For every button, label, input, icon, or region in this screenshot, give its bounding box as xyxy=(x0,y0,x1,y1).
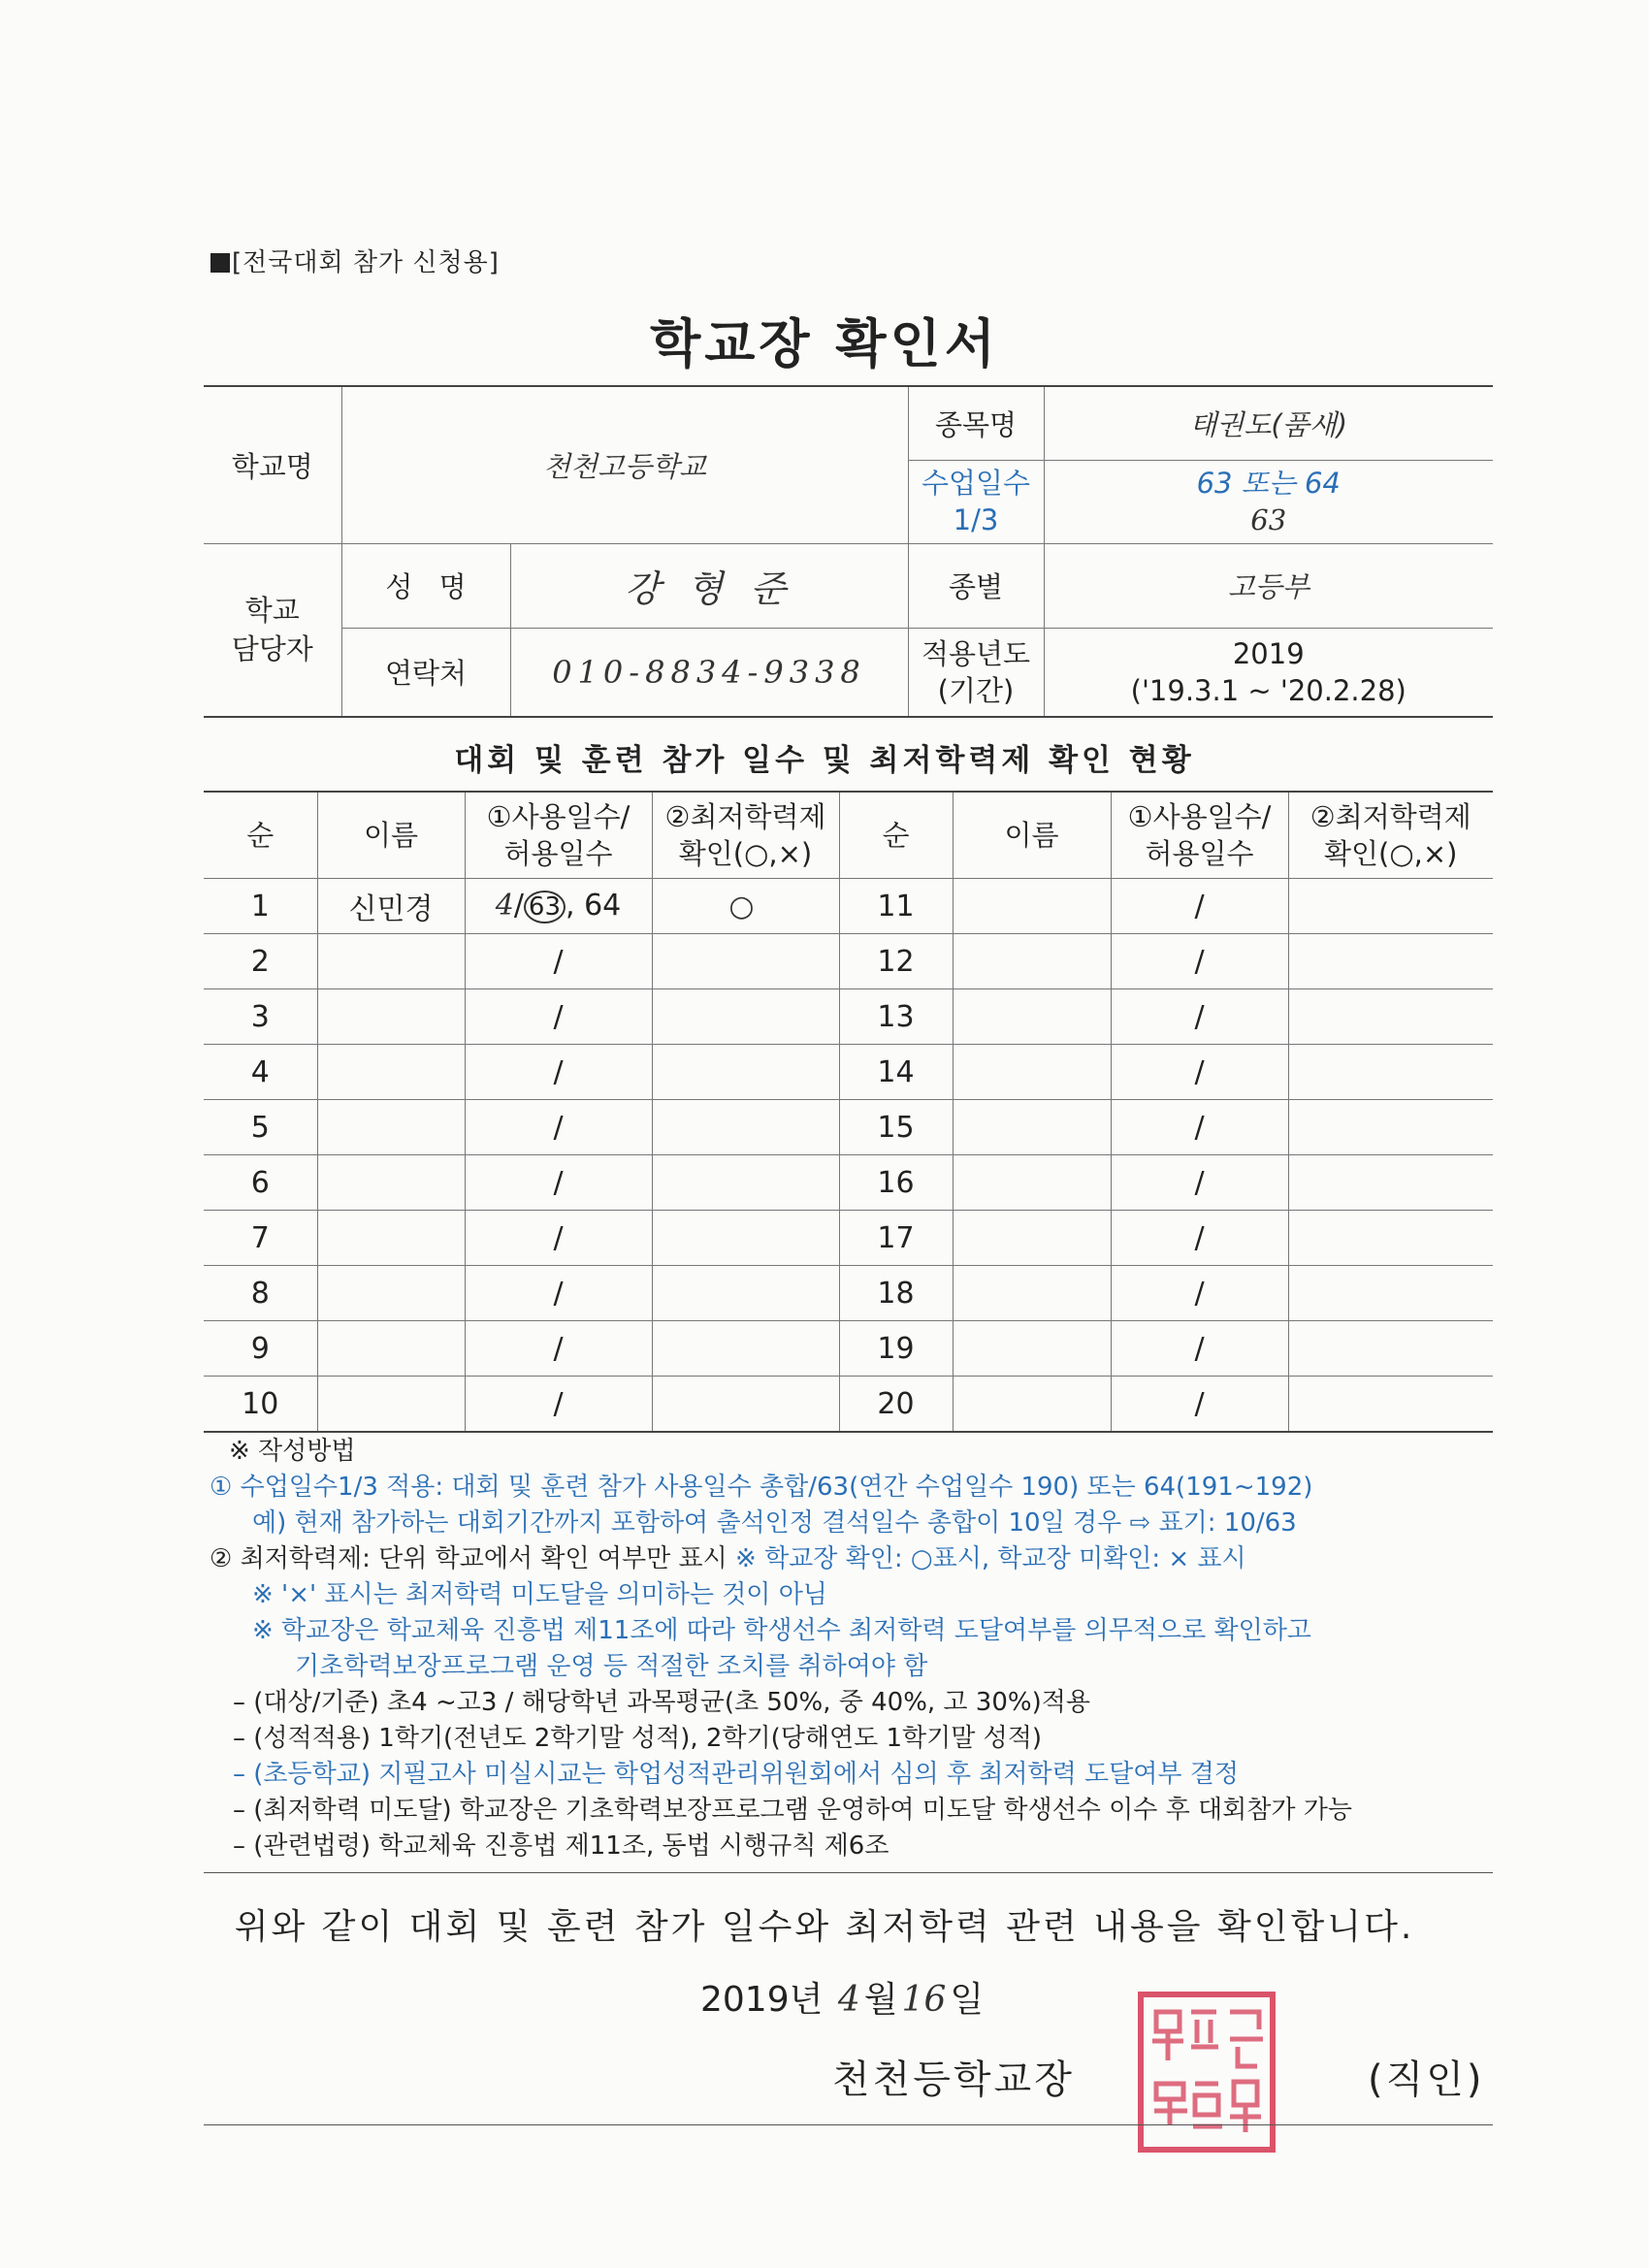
row-check xyxy=(652,989,839,1045)
table-row xyxy=(204,1211,1493,1266)
row-no: 11 xyxy=(839,879,953,934)
manager-label-1: 학교 xyxy=(244,594,300,628)
row-days: / xyxy=(1111,1155,1288,1211)
row-check xyxy=(652,1321,839,1377)
table-row xyxy=(204,1377,1493,1433)
col-check-1: ②최저학력제 xyxy=(664,800,826,833)
section-title: 대회 및 훈련 참가 일수 및 최저학력제 확인 현황 xyxy=(454,743,1195,778)
detail-2: – (성적적용) 1학기(전년도 2학기말 성적), 2학기(당해연도 1학기말 성적) xyxy=(233,1724,1043,1753)
row-no: 2 xyxy=(204,934,317,989)
row-check xyxy=(1288,1321,1493,1377)
note-1: ① 수업일수1/3 적용: 대회 및 훈련 참가 사용일수 총합/63(연간 수업일수 190) 또는 64(191~192) xyxy=(210,1473,1313,1502)
row-no: 18 xyxy=(839,1266,953,1321)
table-row xyxy=(204,989,1493,1045)
row-name xyxy=(953,1211,1111,1266)
detail-3: – (초등학교) 지필고사 미실시교는 학업성적관리위원회에서 심의 후 최저학력 도달여부 결정 xyxy=(233,1760,1239,1789)
division-label: 종별 xyxy=(908,543,1044,628)
year-value xyxy=(1044,628,1493,717)
seal-label: (직인) xyxy=(1368,2057,1485,2102)
row-check xyxy=(1288,1100,1493,1155)
row-name xyxy=(317,989,465,1045)
row-days: / xyxy=(1111,934,1288,989)
row-days: / xyxy=(465,934,652,989)
division-value: 고등부 xyxy=(1044,543,1493,628)
date-year: 2019년 xyxy=(700,1980,824,2020)
table-row xyxy=(204,934,1493,989)
days-allowed-circled: 63 xyxy=(524,891,566,923)
principal-title: 천천등학교장 xyxy=(832,2057,1075,2102)
row-check xyxy=(652,1155,839,1211)
event-label: 종목명 xyxy=(908,386,1044,460)
row-check xyxy=(1288,1211,1493,1266)
row-name xyxy=(953,879,1111,934)
divider xyxy=(204,1872,1493,1873)
date-day: 16 xyxy=(901,1980,947,2020)
row-no: 6 xyxy=(204,1155,317,1211)
date-month-unit: 월 xyxy=(863,1980,898,2020)
row-check xyxy=(652,1100,839,1155)
col-days-b xyxy=(1111,792,1288,879)
row-no: 3 xyxy=(204,989,317,1045)
col-check-2: 확인(○,×) xyxy=(678,837,813,870)
row-check xyxy=(652,1211,839,1266)
col-days-b-1: ①사용일수/ xyxy=(1127,800,1272,833)
row-name xyxy=(317,1377,465,1433)
header-table xyxy=(204,385,1493,718)
row-days: / xyxy=(1111,1377,1288,1433)
table-row xyxy=(204,879,1493,934)
col-check xyxy=(652,792,839,879)
class-days-label-2: 1/3 xyxy=(953,503,999,536)
row-days: 4/ 63 , 64 xyxy=(465,879,652,934)
row-check xyxy=(1288,1155,1493,1211)
row-name xyxy=(953,1377,1111,1433)
class-days-value xyxy=(1044,460,1493,543)
col-name: 이름 xyxy=(317,792,465,879)
row-no: 17 xyxy=(839,1211,953,1266)
participation-table xyxy=(204,791,1493,1433)
col-no: 순 xyxy=(204,792,317,879)
row-no: 16 xyxy=(839,1155,953,1211)
row-name xyxy=(953,1266,1111,1321)
row-name xyxy=(317,1155,465,1211)
row-name xyxy=(317,1045,465,1100)
class-days-typed: 63 또는 64 xyxy=(1196,467,1341,500)
row-days: / xyxy=(1111,1100,1288,1155)
row-name xyxy=(317,1321,465,1377)
row-no: 19 xyxy=(839,1321,953,1377)
detail-5: – (관련법령) 학교체육 진흥법 제11조, 동법 시행규칙 제6조 xyxy=(233,1831,889,1861)
col-days-b-2: 허용일수 xyxy=(1145,837,1254,870)
row-days: / xyxy=(1111,1211,1288,1266)
row-no: 1 xyxy=(204,879,317,934)
row-check xyxy=(1288,879,1493,934)
confirmation-text: 위와 같이 대회 및 훈련 참가 일수와 최저학력 관련 내용을 확인합니다. xyxy=(234,1907,1415,1947)
row-name xyxy=(953,989,1111,1045)
row-no: 20 xyxy=(839,1377,953,1433)
form-tag xyxy=(210,243,500,278)
row-no: 4 xyxy=(204,1045,317,1100)
year-label-1: 적용년도 xyxy=(921,636,1031,670)
instructions xyxy=(210,1434,1500,1864)
manager-label-2: 담당자 xyxy=(231,632,313,666)
school-value: 천천고등학교 xyxy=(341,386,908,543)
page-title: 학교장 확인서 xyxy=(650,313,999,374)
contact-value: 010-8834-9338 xyxy=(510,628,908,717)
row-days: / xyxy=(465,1100,652,1155)
name-value: 강 형 준 xyxy=(510,543,908,628)
square-bullet-icon xyxy=(210,253,230,273)
table-row xyxy=(204,1045,1493,1100)
row-no: 7 xyxy=(204,1211,317,1266)
official-seal-icon xyxy=(1137,1991,1277,2154)
row-no: 14 xyxy=(839,1045,953,1100)
note-2-sub2b: 기초학력보장프로그램 운영 등 적절한 조치를 취하여야 함 xyxy=(295,1652,928,1681)
notes-heading: ※ 작성방법 xyxy=(229,1437,356,1466)
row-check xyxy=(1288,989,1493,1045)
signature-date xyxy=(700,1972,984,2022)
col-name-2: 이름 xyxy=(953,792,1111,879)
class-days-label-1: 수업일수 xyxy=(921,467,1031,500)
row-days: / xyxy=(1111,989,1288,1045)
row-no: 5 xyxy=(204,1100,317,1155)
row-name: 신민경 xyxy=(317,879,465,934)
note-2 xyxy=(210,1541,1500,1577)
row-days: / xyxy=(465,1155,652,1211)
year-label-2: (기간) xyxy=(937,673,1015,707)
form-tag-text: [전국대회 참가 신청용] xyxy=(232,248,500,277)
year-period: ('19.3.1 ~ '20.2.28) xyxy=(1130,673,1406,707)
days-used-handwritten: 4 xyxy=(495,889,514,923)
row-no: 8 xyxy=(204,1266,317,1321)
row-name xyxy=(317,1100,465,1155)
contact-label: 연락처 xyxy=(341,628,510,717)
note-2-a: ② 최저학력제: 단위 학교에서 확인 여부만 표시 xyxy=(210,1544,728,1573)
row-no: 13 xyxy=(839,989,953,1045)
table-row xyxy=(204,1321,1493,1377)
row-days: / xyxy=(465,1377,652,1433)
note-2-sub1: ※ '×' 표시는 최저학력 미도달을 의미하는 것이 아님 xyxy=(252,1580,827,1609)
table-row xyxy=(204,1266,1493,1321)
note-2-sub2: ※ 학교장은 학교체육 진흥법 제11조에 따라 학생선수 최저학력 도달여부를 의무적으로 확인하고 xyxy=(252,1616,1311,1645)
date-day-unit: 일 xyxy=(950,1980,985,2020)
col-no-2: 순 xyxy=(839,792,953,879)
row-days: / xyxy=(465,1045,652,1100)
col-days xyxy=(465,792,652,879)
row-name xyxy=(953,1100,1111,1155)
row-days: / xyxy=(1111,1266,1288,1321)
row-check xyxy=(652,934,839,989)
note-1-example: 예) 현재 참가하는 대회기간까지 포함하여 출석인정 결석일수 총합이 10일 경우 ⇨ 표기: 10/63 xyxy=(252,1508,1297,1538)
row-check xyxy=(1288,934,1493,989)
detail-1: – (대상/기준) 초4 ~고3 / 해당학년 과목평균(초 50%, 중 40%, 고 30%)적용 xyxy=(233,1688,1090,1717)
row-name xyxy=(953,1045,1111,1100)
days-alt: , 64 xyxy=(566,889,622,923)
col-check-b-2: 확인(○,×) xyxy=(1324,837,1458,870)
row-check xyxy=(652,1266,839,1321)
row-check xyxy=(652,1377,839,1433)
row-check xyxy=(652,1045,839,1100)
table-header-row xyxy=(204,792,1493,879)
date-month: 4 xyxy=(837,1980,860,2020)
row-days: / xyxy=(1111,1045,1288,1100)
col-days-2: 허용일수 xyxy=(503,837,613,870)
row-name xyxy=(317,934,465,989)
row-name xyxy=(317,1211,465,1266)
row-days: / xyxy=(465,1211,652,1266)
event-value: 태권도(품새) xyxy=(1044,386,1493,460)
row-name xyxy=(953,934,1111,989)
row-days: / xyxy=(465,989,652,1045)
row-days: / xyxy=(465,1266,652,1321)
col-check-b-1: ②최저학력제 xyxy=(1310,800,1471,833)
row-days: / xyxy=(465,1321,652,1377)
row-check xyxy=(1288,1266,1493,1321)
row-no: 9 xyxy=(204,1321,317,1377)
col-check-b xyxy=(1288,792,1493,879)
row-check xyxy=(1288,1045,1493,1100)
table-row xyxy=(204,1155,1493,1211)
detail-4: – (최저학력 미도달) 학교장은 기초학력보장프로그램 운영하여 미도달 학생선수 이수 후 대회참가 가능 xyxy=(233,1796,1352,1825)
row-no: 15 xyxy=(839,1100,953,1155)
year-value-main: 2019 xyxy=(1232,636,1305,670)
row-name xyxy=(317,1266,465,1321)
note-2-b: ※ 학교장 확인: ○표시, 학교장 미확인: × 표시 xyxy=(735,1544,1246,1573)
col-days-1: ①사용일수/ xyxy=(486,800,630,833)
row-name xyxy=(953,1155,1111,1211)
row-name xyxy=(953,1321,1111,1377)
row-check: ○ xyxy=(652,879,839,934)
name-label: 성 명 xyxy=(341,543,510,628)
year-label xyxy=(908,628,1044,717)
school-label: 학교명 xyxy=(204,386,341,543)
row-check xyxy=(1288,1377,1493,1433)
row-days: / xyxy=(1111,1321,1288,1377)
manager-label xyxy=(204,543,341,717)
class-days-handwritten: 63 xyxy=(1250,503,1287,536)
class-days-label xyxy=(908,460,1044,543)
row-days: / xyxy=(1111,879,1288,934)
bottom-rule xyxy=(204,2124,1493,2125)
row-no: 10 xyxy=(204,1377,317,1433)
table-row xyxy=(204,1100,1493,1155)
row-no: 12 xyxy=(839,934,953,989)
